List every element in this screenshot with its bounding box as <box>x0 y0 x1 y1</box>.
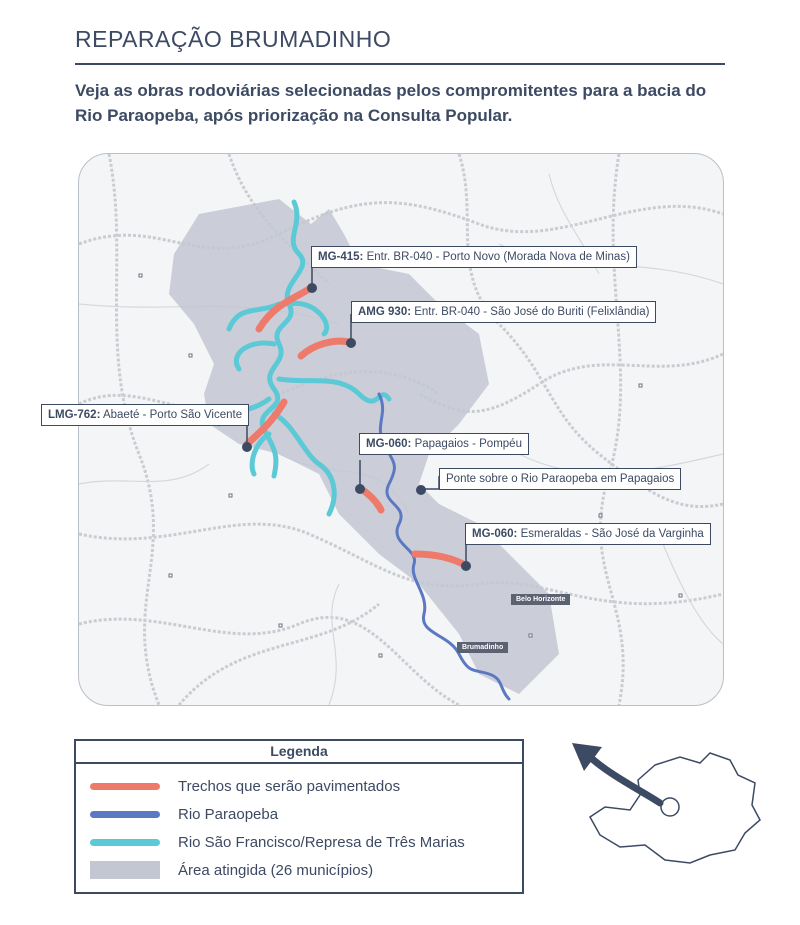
title-divider <box>75 63 725 65</box>
page-title: REPARAÇÃO BRUMADINHO <box>75 26 392 52</box>
legend-label: Trechos que serão pavimentados <box>178 777 401 795</box>
legend-item-area <box>90 860 373 880</box>
callout-text: Papagaios - Pompéu <box>411 438 522 450</box>
callout-lmg762[interactable] <box>41 404 249 426</box>
legend-title: Legenda <box>76 741 522 764</box>
callout-code: AMG 930: <box>358 306 412 318</box>
legend-swatch <box>90 783 160 790</box>
callout-text: Esmeraldas - São José da Varginha <box>517 528 704 540</box>
callout-text: Entr. BR-040 - Porto Novo (Morada Nova de Minas) <box>363 251 630 263</box>
callout-code: MG-415: <box>318 251 364 263</box>
legend-label: Área atingida (26 municípios) <box>178 861 374 879</box>
legend-swatch <box>90 839 160 846</box>
legend-label: Rio São Francisco/Represa de Três Marias <box>178 833 465 851</box>
callout-mg060-esmeraldas[interactable] <box>465 523 711 545</box>
minas-gerais-outline-icon <box>560 735 770 875</box>
callout-code: MG-060: <box>472 528 518 540</box>
callout-code: LMG-762: <box>48 409 101 421</box>
callout-mg060-papagaios[interactable] <box>359 433 529 455</box>
legend-label: Rio Paraopeba <box>178 805 279 823</box>
map-panel[interactable] <box>48 153 724 706</box>
callout-mg415[interactable] <box>311 246 637 268</box>
legend-item-sao-francisco <box>90 832 465 852</box>
map-canvas <box>79 154 723 705</box>
legend-item-paved <box>90 776 400 796</box>
city-label-belo-horizonte: Belo Horizonte <box>511 594 570 605</box>
city-label-brumadinho: Brumadinho <box>457 642 508 653</box>
legend-swatch <box>90 861 160 879</box>
callout-text: Ponte sobre o Rio Paraopeba em Papagaios <box>446 473 675 485</box>
page-subtitle: Veja as obras rodoviárias selecionadas pelos compromitentes para a bacia do Rio Paraopeba, após priorização na Consulta Popular. <box>75 81 707 125</box>
callout-ponte-papagaios[interactable] <box>439 468 681 490</box>
callout-text: Entr. BR-040 - São José do Buriti (Felixlândia) <box>411 306 650 318</box>
legend-swatch <box>90 811 160 818</box>
legend-box <box>74 739 524 894</box>
callout-text: Abaeté - Porto São Vicente <box>100 409 243 421</box>
minas-gerais-locator <box>560 735 770 880</box>
callout-amg930[interactable] <box>351 301 656 323</box>
legend-item-paraopeba <box>90 804 278 824</box>
callout-code: MG-060: <box>366 438 412 450</box>
